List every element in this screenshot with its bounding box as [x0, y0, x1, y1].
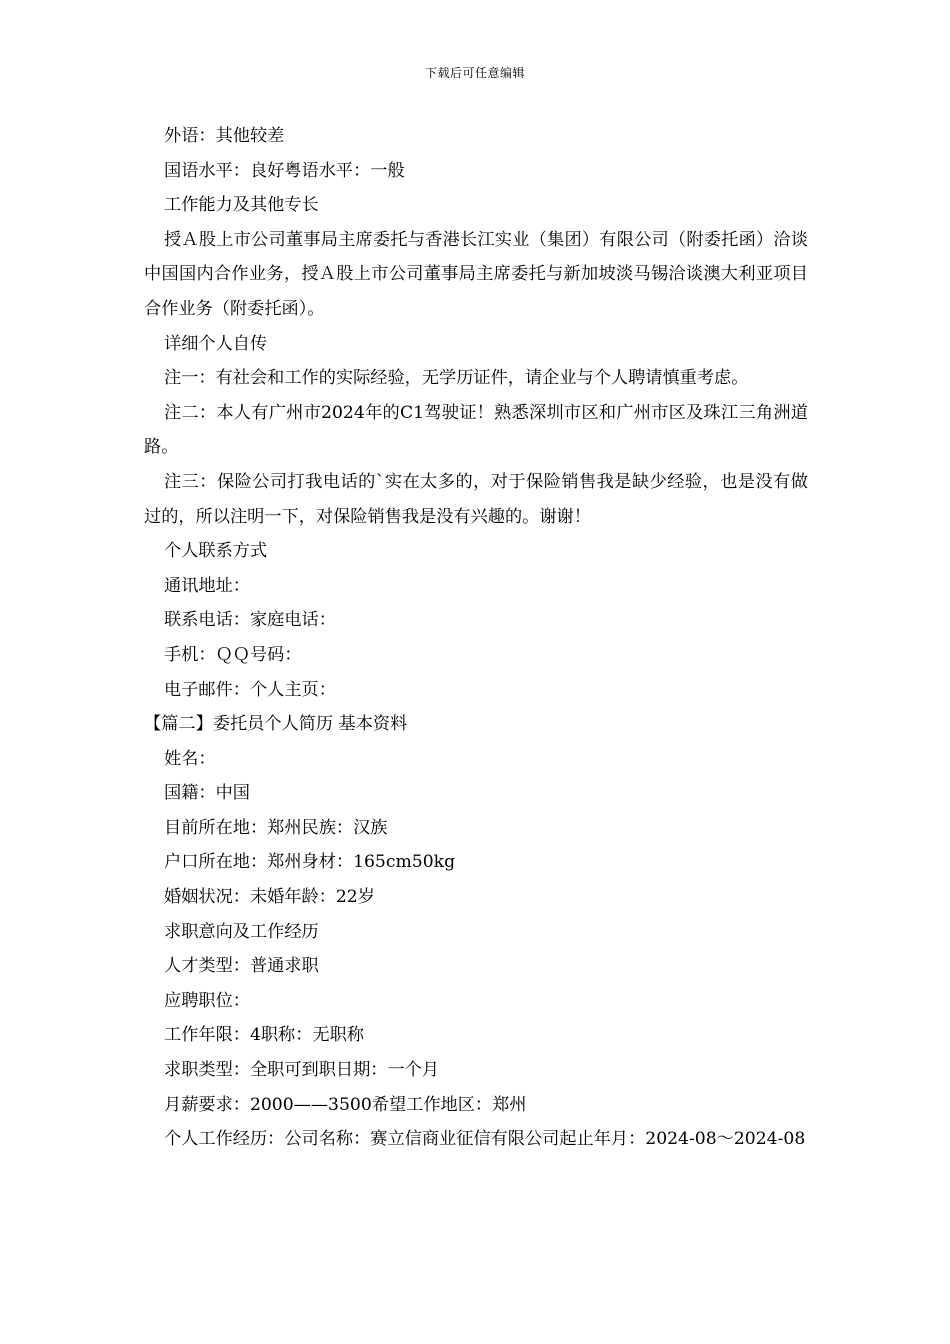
paragraph: 手机：ＱＱ号码：	[164, 644, 302, 665]
page-header-note: 下载后可任意编辑	[424, 66, 525, 80]
paragraph: 目前所在地：郑州民族：汉族	[164, 817, 388, 838]
paragraph: 工作能力及其他专长	[164, 195, 319, 216]
paragraph: 个人联系方式	[164, 541, 268, 562]
paragraph: 详细个人自传	[164, 333, 268, 354]
section-heading: 【篇二】委托员个人简历 基本资料	[144, 714, 408, 735]
paragraph: 求职意向及工作经历	[164, 921, 319, 942]
paragraph: 应聘职位：	[164, 990, 250, 1011]
paragraph: 人才类型：普通求职	[164, 956, 319, 977]
paragraph: 注一：有社会和工作的实际经验，无学历证件，请企业与个人聘请慎重考虑。	[164, 368, 749, 389]
paragraph: 户口所在地：郑州身材：165cm50kg	[164, 852, 456, 873]
paragraph: 工作年限：4职称：无职称	[164, 1025, 364, 1046]
paragraph: 外语：其他较差	[164, 126, 285, 146]
paragraph: 国语水平：良好粤语水平：一般	[164, 160, 405, 181]
paragraph: 个人工作经历：公司名称：赛立信商业征信有限公司起止年月：2024-08～2024-08	[164, 1129, 806, 1150]
paragraph: 电子邮件：个人主页：	[164, 679, 336, 700]
paragraph: 月薪要求：2000——3500希望工作地区：郑州	[164, 1094, 527, 1115]
paragraph: 国籍：中国	[164, 783, 250, 804]
paragraph: 授Ａ股上市公司董事局主席委托与香港长江实业（集团）有限公司（附委托函）洽谈中国国内合作业务，授Ａ股上市公司董事局主席委托与新加坡淡马锡洽谈澳大利亚项目合作业务（附委托函）。	[144, 229, 808, 319]
paragraph: 求职类型：全职可到职日期：一个月	[164, 1060, 440, 1081]
paragraph: 注三：保险公司打我电话的`实在太多的，对于保险销售我是缺少经验，也是没有做过的，所以注明一下，对保险销售我是没有兴趣的。谢谢！	[144, 471, 808, 527]
paragraph: 婚姻状况：未婚年龄：22岁	[164, 887, 375, 908]
paragraph: 姓名：	[164, 748, 216, 769]
document-body	[144, 119, 808, 1157]
paragraph: 通讯地址：	[164, 575, 250, 596]
paragraph: 注二：本人有广州市2024年的C1驾驶证！熟悉深圳市区和广州市区及珠江三角洲道路。	[144, 402, 808, 458]
paragraph: 联系电话：家庭电话：	[164, 610, 336, 631]
